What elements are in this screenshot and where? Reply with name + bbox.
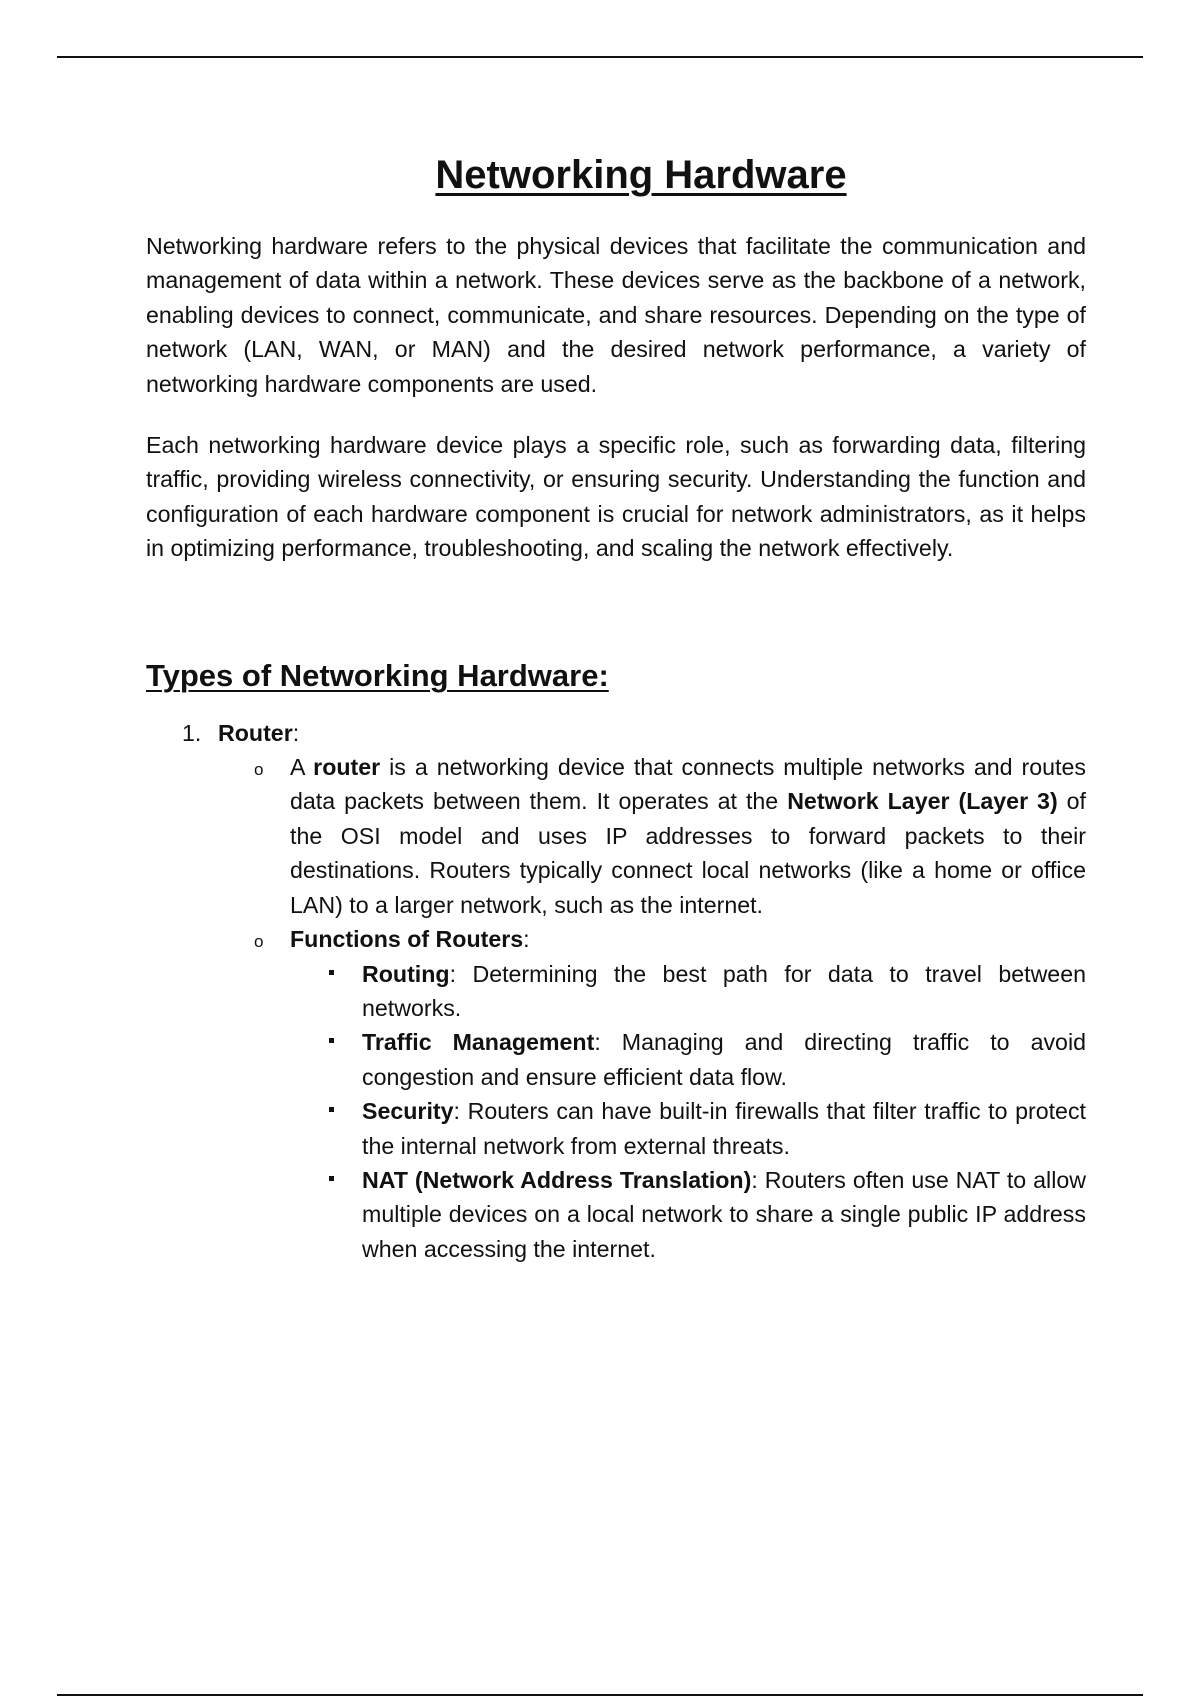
description-bold-layer: Network Layer (Layer 3) [787, 788, 1058, 815]
function-item-traffic-management [146, 1025, 1086, 1094]
functions-heading-suffix: : [523, 926, 530, 953]
description-bold-router: router [313, 754, 381, 781]
circle-bullet-icon: o [254, 760, 264, 780]
section-title: Types of Networking Hardware: [146, 657, 609, 693]
functions-heading: Functions of Routers [290, 926, 524, 953]
type-name-suffix: : [292, 719, 300, 746]
function-text: : Determining the best path for data to travel between networks. [362, 960, 1086, 1021]
function-term: Traffic Management [362, 1029, 595, 1056]
header-rule [57, 56, 1143, 58]
square-bullet-icon [329, 1176, 334, 1181]
square-bullet-icon [329, 970, 334, 975]
document-title: Networking Hardware [435, 153, 847, 197]
description-text-2: is a networking device that connects multiple networks and routes data packets between them. It operates at the [290, 754, 1086, 815]
function-text: : Routers often use NAT to allow multiple devices on a local network to share a single public IP address when accessing the internet. [362, 1166, 1086, 1262]
hardware-types-list [146, 716, 1086, 1267]
type-name-line [218, 720, 299, 746]
function-term: Routing [362, 960, 450, 987]
footer-rule [57, 1694, 1143, 1696]
intro-paragraph-2: Each networking hardware device plays a specific role, such as forwarding data, filtering traffic, providing wireless connectivity, or ensuring security. Understanding the function and configuration of each hardware component is crucial for network administrators, as it helps in optimizing performance, troubleshooting, and scaling the network effectively. [146, 432, 1086, 562]
router-sub-list [146, 750, 1086, 1266]
function-item-routing [146, 957, 1086, 1026]
description-text-3: of the OSI model and uses IP addresses to forward packets to their destinations. Routers typically connect local networks (like a home or office LAN) to a larger network, such as the internet. [290, 788, 1086, 918]
function-term: NAT (Network Address Translation) [362, 1166, 752, 1193]
router-description [146, 750, 1086, 922]
intro-paragraph-1: Networking hardware refers to the physical devices that facilitate the communication and management of data within a network. These devices serve as the backbone of a network, enabling devices to connect, communicate, and share resources. Depending on the type of network (LAN, WAN, or MAN) and the desired network performance, a variety of networking hardware components are used. [146, 233, 1086, 397]
type-name: Router [218, 719, 293, 746]
function-text: : Routers can have built-in firewalls that filter traffic to protect the internal network from external threats. [362, 1098, 1086, 1159]
document-body [146, 145, 1086, 1266]
type-item-router [146, 716, 1086, 1267]
router-functions-list [146, 957, 1086, 1267]
square-bullet-icon [329, 1107, 334, 1112]
description-text-1: A [290, 754, 314, 781]
function-item-security [146, 1094, 1086, 1163]
router-functions [146, 922, 1086, 1266]
function-item-nat [146, 1163, 1086, 1266]
function-text: : Managing and directing traffic to avoid congestion and ensure efficient data flow. [362, 1029, 1086, 1090]
circle-bullet-icon: o [254, 932, 264, 952]
type-number: 1. [182, 719, 202, 746]
function-term: Security [362, 1098, 454, 1125]
square-bullet-icon [329, 1038, 334, 1043]
